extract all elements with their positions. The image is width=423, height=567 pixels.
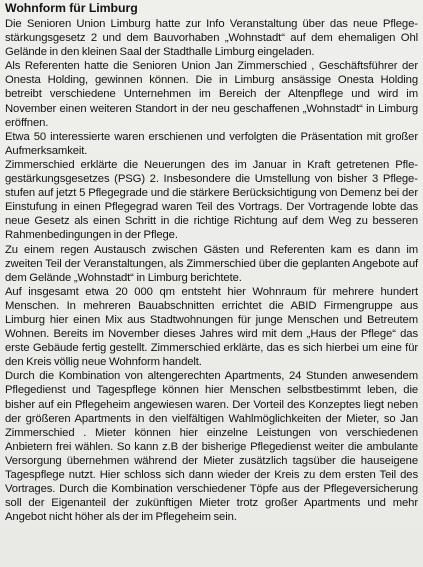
article-headline: Wohnform für Limburg bbox=[5, 1, 138, 15]
article-paragraph: Etwa 50 interessierte waren erschienen und verfolgten die Präsentation mit großer Aufmerksamkeit. bbox=[5, 130, 418, 157]
article-paragraph: Zu einem regen Austausch zwischen Gästen und Referenten kam es dann im zweiten Teil der Veranstaltungen, als Zimmerschied über die geplanten Angebote auf dem Gelände „Wohnstadt“ in Limburg berichtete. bbox=[5, 243, 418, 284]
article-paragraph: Durch die Kombination von altengerechten Apartments, 24 Stunden anwesendem Pflegedienst und Tagespflege können hier Menschen selbstbestimmt leben, die bisher auf ein Pflegeheim angewiesen waren. Der Vorteil des Konzeptes liegt neben der größeren Apartments in den vielfältigen Wahlmöglichkeiten der Mieter, so Jan Zimmerschied . Mieter können hier einzelne Leistungen von verschiedenen Anbietern frei wählen. So kann z.B der bisherige Pflegedienst weiter die ambulante Versorgung übernehmen während der Mieter zusätzlich tagsüber die hauseigene Tagespflege nutzt. Hier schloss sich dann wieder der Kreis zu dem ersten Teil des Vortrages. Durch die Kombination verschiedener Töpfe aus der Pflegeversicherung soll der Eigenanteil der zukünftigen Mieter trotz großer Apartments und mehr Angebot nicht höher als der im Pflegeheim sein. bbox=[5, 370, 418, 524]
article-body bbox=[5, 17, 418, 524]
article-paragraph: Die Senioren Union Limburg hatte zur Info Veranstaltung über das neue Pflegestärkungsgesetz 2 und dem Bauvorhaben „Wohnstadt“ auf dem ehemaligen Ohl Gelände in den kleinen Saal der Stadthalle Limburg eingeladen. bbox=[5, 18, 418, 59]
article-paragraph: Auf insgesamt etwa 20 000 qm entsteht hier Wohnraum für mehrere hundert Menschen. In mehreren Bauabschnitten errichtet die ABID Firmengruppe aus Limburg hier einen Mix aus Stadtwohnungen für junge Menschen und Betreutem Wohnen. Bereits im November dieses Jahres wird mit dem „Haus der Pflege“ das erste Gebäude fertig gestellt. Zimmerschied erklärte, das es sich hierbei um eine für den Kreis völlig neue Wohnform handelt. bbox=[5, 285, 418, 369]
article-paragraph: Als Referenten hatte die Senioren Union Jan Zimmerschied , Geschäftsführer der Onesta Holding, gewinnen können. Die in Limburg ansässige Onesta Holding betreibt verschiedene Unternehmen im Bereich der Altenpflege und wird im November einen weiteren Standort in der neu geschaffenen „Wohnstadt“ in Limburg eröffnen. bbox=[5, 60, 418, 129]
article-paragraph: Zimmerschied erklärte die Neuerungen des im Januar in Kraft getretenen Pflegestärkungsgesetzes (PSG) 2. Insbesondere die Umstellung von bisher 3 Pflegestufen auf jetzt 5 Pflegegrade und die stärkere Berücksichtigung von Demenz bei der Einstufung in einen Pflegegrad waren Teil des Vortrags. Der Vortragende lobte das neue Gesetz als einen Schritt in die richtige Richtung auf dem Weg zu besseren Rahmenbedingungen in der Pflege. bbox=[5, 158, 418, 242]
